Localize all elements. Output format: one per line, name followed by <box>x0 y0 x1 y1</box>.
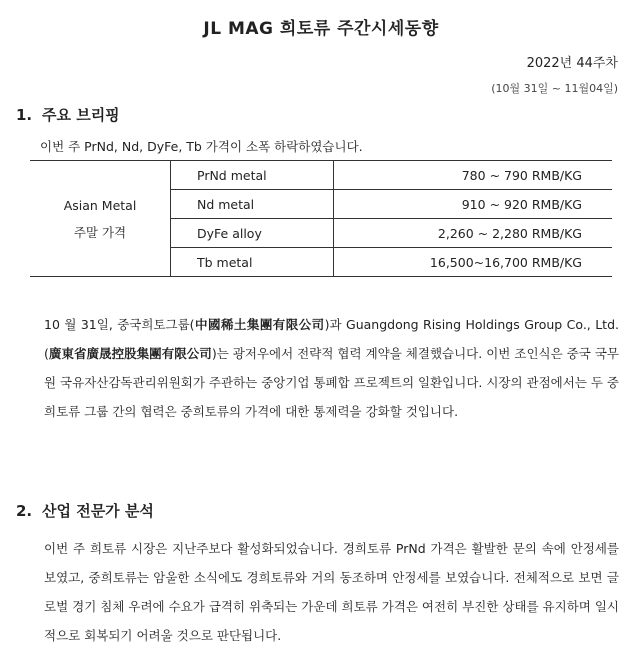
section2-number: 2. <box>16 502 33 520</box>
report-title: JL MAG 희토류 주간시세동향 <box>203 19 439 39</box>
para-text: )는 광저우에서 전략적 협력 계약을 체결했습니다. 이번 조인식은 중국 국무원 국유자산감독관리위원회가 주관하는 중앙기업 통폐합 프로젝트의 일환입니다. 시장의 관점에서는 두 중희토류 그룹 간의 협력은 중희토류의 가격에 대한 통제력을 강화할 것입니다. <box>44 346 620 419</box>
section2-heading <box>16 500 154 521</box>
para-text: )과 Guangdong Rising Holdings Group Co., Ltd. ( <box>44 317 619 361</box>
section1-title: 주요 브리핑 <box>42 106 120 124</box>
metal-name: Nd metal <box>171 190 334 219</box>
report-date-range: (10월 31일 ~ 11월04일) <box>491 82 618 95</box>
row-header-line2: 주말 가격 <box>73 224 127 240</box>
row-header-line1: Asian Metal <box>63 197 137 213</box>
report-week: 2022년 44주차 <box>526 56 618 71</box>
table-row <box>30 161 612 190</box>
table-row-header <box>30 161 171 277</box>
section1-heading <box>16 104 120 125</box>
metal-name: DyFe alloy <box>171 219 334 248</box>
metal-price: 910 ~ 920 RMB/KG <box>334 190 613 219</box>
para-company-cn-2: 廣東省廣晟控股集團有限公司 <box>48 346 212 361</box>
price-table <box>30 160 612 277</box>
section1-summary: 이번 주 PrNd, Nd, DyFe, Tb 가격이 소폭 하락하였습니다. <box>40 139 363 154</box>
section2-title: 산업 전문가 분석 <box>42 502 154 520</box>
section2-paragraph <box>44 534 619 650</box>
metal-price: 16,500~16,700 RMB/KG <box>334 248 613 277</box>
para-text: 10 월 31일, 중국희토그룹( <box>44 317 195 332</box>
metal-name: Tb metal <box>171 248 334 277</box>
section2-text: 이번 주 희토류 시장은 지난주보다 활성화되었습니다. 경희토류 PrNd 가격은 활발한 문의 속에 안정세를 보였고, 중희토류는 암울한 소식에도 경희토류와 거의 동조하며 안정세를 보였습니다. 전체적으로 보면 글로벌 경기 침체 우려에 수요가 급격히 위축되는 가운데 희토류 가격은 여전히 부진한 상태를 유지하며 일시적으로 회복되기 어려울 것으로 판단됩니다. <box>44 541 619 643</box>
metal-price: 2,260 ~ 2,280 RMB/KG <box>334 219 613 248</box>
metal-price: 780 ~ 790 RMB/KG <box>334 161 613 190</box>
section1-number: 1. <box>16 106 33 124</box>
section1-paragraph <box>44 310 619 426</box>
para-company-cn-1: 中國稀土集團有限公司 <box>194 317 325 332</box>
metal-name: PrNd metal <box>171 161 334 190</box>
